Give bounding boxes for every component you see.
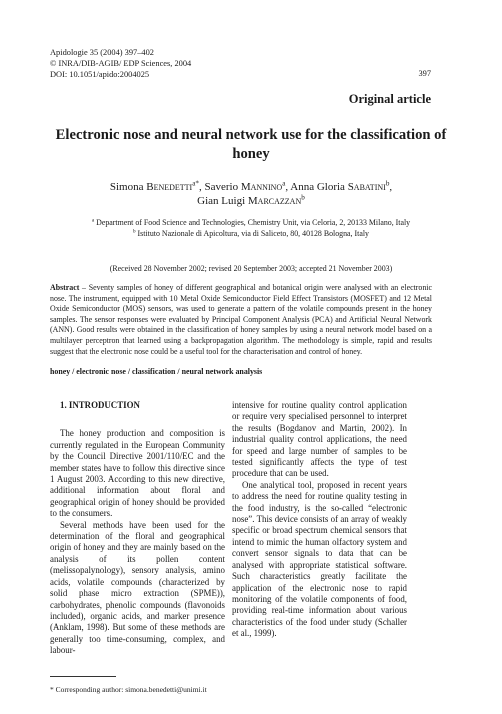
journal-header <box>50 47 191 80</box>
author-3-first: , Anna Gloria <box>285 181 348 193</box>
paragraph: Several methods have been used for the determination of the floral and geographical origin of honey and they are mainly based on the analysis of its pollen content (melissopalynology), sensory analysis, amino acids, volatile compounds (characterized by solid phase micro extraction (SPME)), carbohydrates, phenolic compounds (flavonoids included), organic acids, and marker presence (Anklam, 1998). But some of these methods are generally too time-consuming, complex, and labour- <box>50 519 225 656</box>
copyright-line: © INRA/DIB-AGIB/ EDP Sciences, 2004 <box>50 59 192 68</box>
author-3-sup: b <box>385 179 390 188</box>
keywords: honey / electronic nose / classification / neural network analysis <box>50 367 263 376</box>
author-list <box>40 180 462 208</box>
affiliation-b-text: Istituto Nazionale di Apicoltura, via di Saliceto, 80, 40128 Bologna, Italy <box>135 228 369 238</box>
footnote: * Corresponding author: simona.benedetti@unimi.it <box>50 685 207 694</box>
paragraph: One analytical tool, proposed in recent years to address the need for routine quality testing in the food industry, is the so-called “electronic nose”. This device consists of an array of weakly specific or broad spectrum chemical sensors that intend to mimic the human olfactory system and convert sensor signals to data that can be analysed with appropriate statistical software. Such characteristics greatly facilitate the application of the electronic nose to rapid monitoring of the volatile components of food, providing real-time information about various characteristics of the food under study (Schaller et al., 1999). <box>232 479 407 639</box>
article-type: Original article <box>348 92 431 106</box>
affiliation-b <box>40 229 462 240</box>
abstract <box>50 283 432 357</box>
affiliation-a-label: a <box>91 217 95 224</box>
affiliation-b-label: b <box>133 227 136 234</box>
affiliation-a-text: Department of Food Science and Technologies, Chemistry Unit, via Celoria, 2, 20133 Milano, Italy <box>94 218 411 227</box>
author-3-last: Sabatini <box>347 181 386 193</box>
author-line-2 <box>40 194 462 208</box>
paragraph: The honey production and composition is currently regulated in the European Community by the Council Directive 2001/110/EC and the member states have to follow this directive since 1 August 2003. According to this new directive, additional information about floral and geographical origin of honey should be provided to the consumers. <box>50 428 225 519</box>
affiliation-a <box>40 218 462 229</box>
affiliations <box>40 218 462 239</box>
author-2-last: Mannino <box>240 181 283 193</box>
page-number: 397 <box>418 69 431 78</box>
journal-citation: Apidologie 35 (2004) 397–402 <box>50 48 154 57</box>
column-left <box>50 400 225 657</box>
author-1-first: Simona <box>109 181 147 193</box>
paper-title: Electronic nose and neural network use for the classification of honey <box>55 127 447 162</box>
author-2-sup: a <box>282 179 286 188</box>
author-4-first: Gian Luigi <box>197 195 248 207</box>
author-1-sup: a* <box>192 179 199 188</box>
section-heading: 1. INTRODUCTION <box>60 400 140 410</box>
abstract-text: – Seventy samples of honey of different geographical and botanical origin were analysed with an electronic nose. The instrument, equipped with 10 Metal Oxide Semiconductor Field Effect Transistors (MOSFET) and 12 Metal Oxide Semiconductor (MOS) sensors, was used to generate a pattern of the volatile compounds present in the honey samples. The sensor responses were evaluated by Principal Component Analysis (PCA) and Artificial Neural Network (ANN). Good results were obtained in the classification of honey samples by using a neural network model based on a multilayer perceptron that learned using a backpropagation algorithm. The methodology is simple, rapid and results suggest that the electronic nose could be a useful tool for the characterisation and control of honey. <box>50 283 432 356</box>
author-3-end: , <box>389 181 393 193</box>
paragraph: intensive for routine quality control application or require very specialised personnel to interpret the results (Bogdanov and Martin, 2002). In industrial quality control applications, the need for speed and large number of samples to be tested significantly affects the type of test procedure that can be used. <box>232 400 407 479</box>
author-1-last: Benedetti <box>146 181 193 193</box>
doi-line: DOI: 10.1051/apido:2004025 <box>50 70 150 79</box>
author-2-first: , Saverio <box>198 181 241 193</box>
received-dates: (Received 28 November 2002; revised 20 September 2003; accepted 21 November 2003) <box>109 264 393 273</box>
column-right <box>232 400 407 640</box>
author-line-1 <box>40 180 462 194</box>
author-4-sup: b <box>301 193 305 202</box>
abstract-label: Abstract <box>50 283 80 292</box>
author-4-last: Marcazzan <box>247 195 302 207</box>
footnote-rule <box>50 676 116 677</box>
